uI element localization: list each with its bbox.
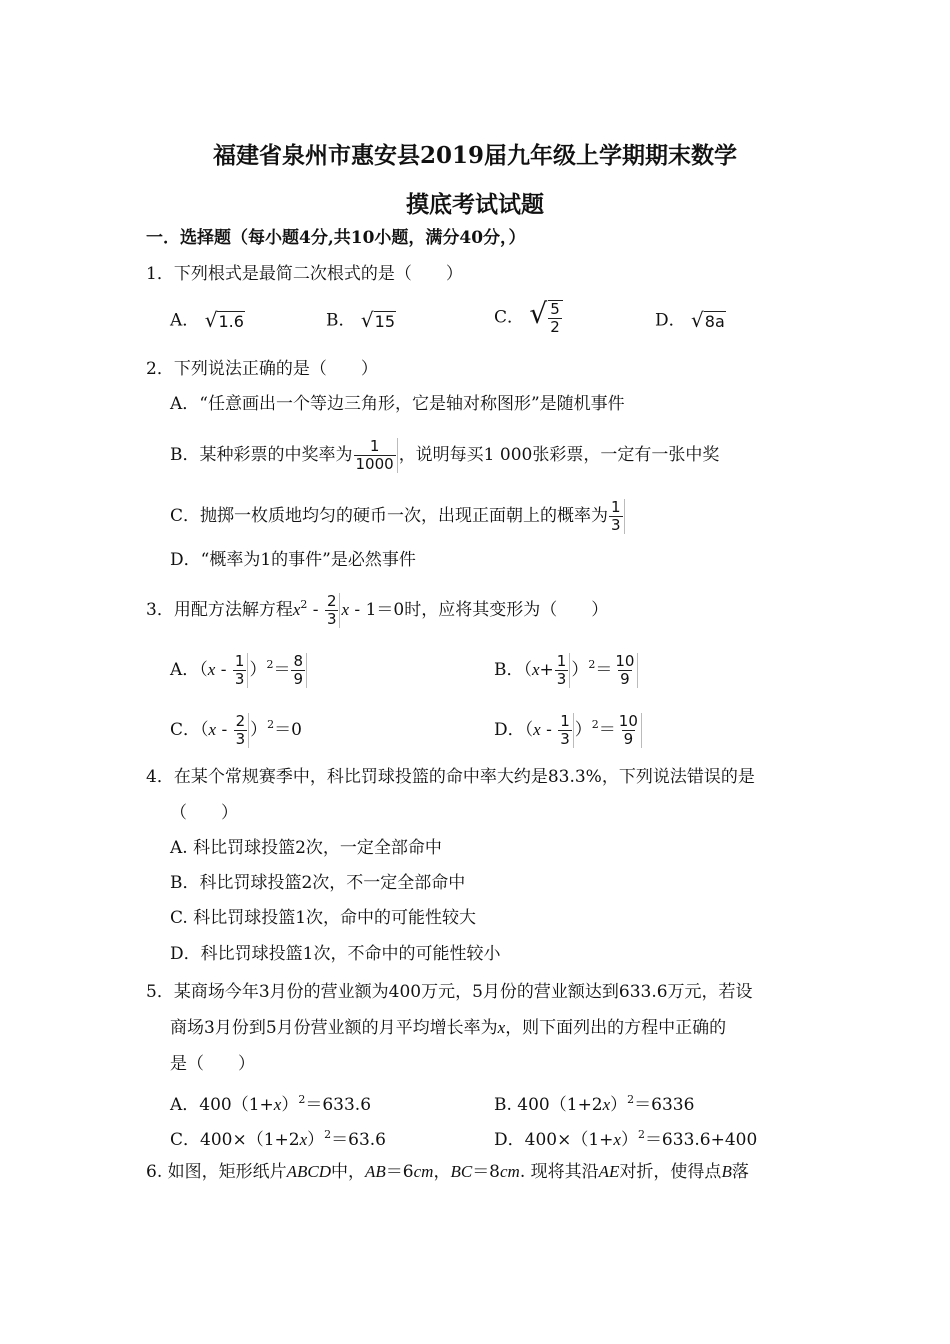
q3-d-num-1: 1	[560, 712, 570, 730]
q3-d-var: x	[533, 720, 541, 739]
q6-text-8: 落	[731, 1162, 749, 1182]
q1-option-c	[494, 297, 564, 336]
q6-unit-2: cm	[500, 1162, 520, 1181]
title-line-2: 摸底考试试题	[406, 191, 544, 218]
q6-stem	[146, 1160, 749, 1184]
q3-c-close: ）	[250, 720, 268, 740]
q3-d-den-2: 9	[623, 730, 634, 748]
q3-a-fraction-1	[233, 653, 249, 688]
q3-d-op: -	[540, 720, 558, 740]
q3-a-close: ）	[249, 660, 267, 680]
q3-b-label: B．（	[494, 660, 532, 680]
q5-b-exponent: 2	[627, 1093, 635, 1106]
q6-seg-bc: BC	[450, 1162, 473, 1181]
q3-d-exponent: 2	[591, 718, 599, 731]
q3-b-den-1: 3	[556, 670, 567, 688]
q3-b-exponent: 2	[588, 658, 596, 671]
q5-stem-line-3: 是（ ）	[170, 1054, 255, 1074]
q3-option-b	[494, 653, 639, 688]
q5-d-pre: D．400×（1+	[494, 1130, 614, 1150]
q6-text-1: 6. 如图，矩形纸片	[146, 1162, 287, 1182]
title-line-1: 福建省泉州市惠安县2019届九年级上学期期末数学	[212, 142, 737, 169]
q3-c-fraction	[234, 713, 250, 748]
q1-b-label: B．	[326, 310, 356, 331]
q5-d-close: ）	[620, 1130, 638, 1150]
q5-stem-line-2	[170, 1016, 726, 1040]
q5-c-exponent: 2	[324, 1128, 332, 1141]
q3-b-fraction-2	[613, 653, 638, 688]
q3-b-fraction-1	[555, 653, 571, 688]
q5-a-eq: ＝633.6	[305, 1095, 372, 1115]
q1-d-radical: √8a	[691, 308, 725, 332]
q5-c-pre: C．400×（1+2	[170, 1130, 300, 1150]
q3-c-op: -	[216, 720, 233, 740]
q5-b-close: ）	[610, 1095, 628, 1115]
q3-d-fraction-2	[617, 713, 642, 748]
q4-stem-line-1: 4．在某个常规赛季中，科比罚球投篮的命中率大约是83.3%，下列说法错误的是	[146, 767, 755, 787]
q5-option-b	[494, 1088, 694, 1117]
q5-b-pre: B. 400（1+2	[494, 1095, 603, 1115]
q4-option-b: B．科比罚球投篮2次，不一定全部命中	[170, 873, 466, 893]
q1-d-radicand: 8a	[704, 312, 725, 331]
q3-fraction	[325, 593, 341, 628]
q3-a-var: x	[207, 660, 216, 679]
q3-option-a	[170, 653, 308, 688]
q5-b-var: x	[602, 1095, 611, 1114]
q5-a-pre: A．400（1+	[170, 1095, 274, 1115]
q6-point-b: B	[721, 1162, 732, 1181]
q1-c-radical: √ $\frac{5}{2}$	[529, 300, 563, 336]
q1-d-label: D．	[655, 310, 686, 331]
q3-c-num: 2	[235, 712, 246, 730]
q5-var-x: x	[497, 1018, 506, 1037]
q3-b-close: ）	[571, 660, 589, 680]
q3-a-num-1: 1	[234, 652, 245, 670]
q5-option-d	[494, 1123, 757, 1152]
q3-a-exponent: 2	[266, 658, 274, 671]
q3-c-label: C．（	[170, 720, 209, 740]
q2-b-text: B．某种彩票的中奖率为	[170, 445, 353, 465]
q2-option-b	[170, 438, 719, 473]
q3-stem-rest: - 1＝0时，应将其变形为（ ）	[349, 600, 609, 620]
q3-var-x-2: x	[341, 600, 350, 619]
q2-b-numerator: 1	[369, 437, 380, 455]
q3-c-eq: ＝0	[274, 720, 302, 740]
q1-b-radicand: 15	[374, 312, 396, 331]
q6-unit-1: cm	[413, 1162, 434, 1181]
q3-d-den-1: 3	[560, 730, 570, 748]
q6-text-3: ＝6	[385, 1162, 414, 1182]
q2-b-fraction	[354, 438, 398, 473]
q6-text-6: . 现将其沿	[519, 1162, 599, 1182]
q5-stem-line-1: 5．某商场今年3月份的营业额为400万元，5月份的营业额达到633.6万元，若设	[146, 982, 753, 1002]
q3-a-num-2: 8	[293, 652, 303, 670]
q5-c-close: ）	[307, 1130, 325, 1150]
q4-option-d: D．科比罚球投篮1次，不命中的可能性较小	[170, 944, 501, 964]
q1-option-b	[326, 308, 396, 334]
q6-text-4: ，	[433, 1162, 451, 1182]
q3-b-var: x	[532, 660, 540, 679]
q6-seg-ab: AB	[365, 1162, 386, 1181]
q2-b-text-rest: ，说明每买1 000张彩票，一定有一张中奖	[398, 445, 720, 465]
q3-stem	[146, 593, 608, 628]
q1-c-label: C．	[494, 307, 525, 328]
q6-text-5: ＝8	[472, 1162, 501, 1182]
q3-d-eq: ＝	[598, 720, 616, 740]
q3-denominator: 3	[326, 610, 337, 628]
q1-a-radical: √1.6	[204, 308, 244, 332]
q3-c-exponent: 2	[267, 718, 275, 731]
q3-b-eq: ＝	[595, 660, 613, 680]
q2-c-fraction	[609, 499, 625, 534]
q1-a-label: A．	[170, 310, 200, 331]
q3-stem-text: 3．用配方法解方程	[146, 600, 293, 620]
q5-a-exponent: 2	[298, 1093, 306, 1106]
q3-b-num-1: 1	[556, 652, 567, 670]
q2-b-denominator: 1000	[355, 455, 394, 473]
q3-var-x: x	[292, 600, 301, 619]
q3-d-close: ）	[574, 720, 592, 740]
q5-c-eq: ＝63.6	[331, 1130, 386, 1150]
q1-c-denominator: 2	[550, 318, 560, 336]
q3-a-eq: ＝	[273, 660, 291, 680]
q2-c-denominator: 3	[611, 516, 621, 534]
q3-minus: -	[307, 600, 324, 620]
q4-option-c: C. 科比罚球投篮1次，命中的可能性较大	[170, 908, 477, 928]
q3-a-op: -	[215, 660, 232, 680]
q2-option-c	[170, 499, 626, 534]
q2-c-numerator: 1	[611, 498, 621, 516]
q5-option-c	[170, 1123, 386, 1152]
q4-stem-line-2: （ ）	[170, 803, 238, 823]
q5-c-var: x	[299, 1130, 308, 1149]
q3-c-var: x	[208, 720, 217, 739]
q6-rect-name: ABCD	[286, 1162, 332, 1181]
q3-d-fraction-1	[558, 713, 574, 748]
q3-d-num-2: 10	[618, 712, 638, 730]
q4-option-a: A. 科比罚球投篮2次，一定全部命中	[170, 838, 442, 858]
q3-a-den-1: 3	[234, 670, 245, 688]
q5-option-a	[170, 1088, 371, 1117]
q1-a-radicand: 1.6	[218, 312, 244, 331]
q5-d-eq: ＝633.6+400	[644, 1130, 758, 1150]
q1-c-numerator: 5	[550, 300, 560, 318]
q2-stem: 2．下列说法正确的是（ ）	[146, 359, 378, 379]
q2-c-text: C．抛掷一枚质地均匀的硬币一次，出现正面朝上的概率为	[170, 506, 609, 526]
q1-stem: 1．下列根式是最简二次根式的是（ ）	[146, 264, 463, 284]
q3-c-den: 3	[235, 730, 246, 748]
q3-numerator: 2	[326, 592, 337, 610]
q3-a-label: A．（	[170, 660, 208, 680]
q3-option-d	[494, 713, 643, 748]
q5-a-var: x	[273, 1095, 282, 1114]
q3-exponent: 2	[300, 598, 308, 611]
q6-text-2: 中，	[331, 1162, 366, 1182]
q6-seg-ae: AE	[598, 1162, 620, 1181]
q5-b-eq: ＝6336	[634, 1095, 695, 1115]
q6-text-7: 对折，使得点	[619, 1162, 722, 1182]
q5-stem-rest: ，则下面列出的方程中正确的	[505, 1018, 727, 1038]
q2-option-a: A．“任意画出一个等边三角形，它是轴对称图形”是随机事件	[170, 394, 625, 414]
q3-b-den-2: 9	[620, 670, 630, 688]
q3-b-op: +	[539, 660, 554, 680]
q1-option-a	[170, 308, 245, 334]
q5-d-exponent: 2	[637, 1128, 645, 1141]
q1-option-d	[655, 308, 726, 334]
q1-b-radical: √15	[360, 308, 396, 332]
q2-option-d: D．“概率为1的事件”是必然事件	[170, 550, 416, 570]
q3-d-label: D．（	[494, 720, 534, 740]
q3-a-fraction-2	[291, 653, 307, 688]
q3-b-num-2: 10	[615, 652, 635, 670]
q5-d-var: x	[613, 1130, 621, 1149]
q3-a-den-2: 9	[293, 670, 303, 688]
q5-a-close: ）	[281, 1095, 299, 1115]
q5-stem-text: 商场3月份到5月份营业额的月平均增长率为	[170, 1018, 498, 1038]
q3-option-c	[170, 713, 302, 748]
section-heading: 一．选择题（每小题4分,共10小题，满分40分，）	[146, 228, 526, 248]
